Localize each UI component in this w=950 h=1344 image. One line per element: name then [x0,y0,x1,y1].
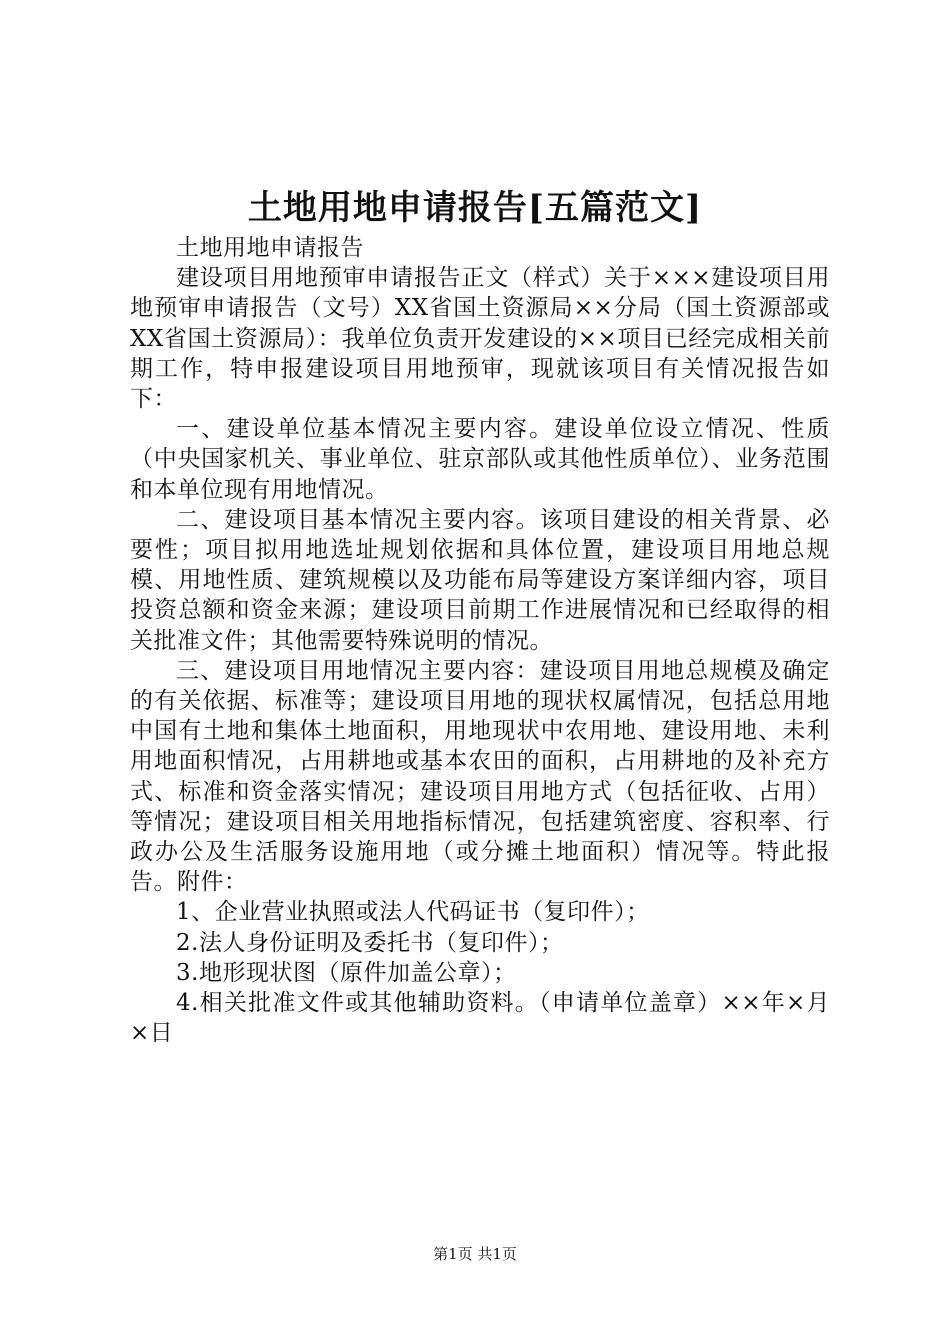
paragraph-section-3: 三、建设项目用地情况主要内容：建设项目用地总规模及确定的有关依据、标准等；建设项目用地的现状权属情况，包括总用地中国有土地和集体土地面积，用地现状中农用地、建设用地、未利用地面积情况，占用耕地或基本农田的面积，占用耕地的及补充方式、标准和资金落实情况；建设项目用地方式（包括征收、占用）等情况；建设项目相关用地指标情况，包括建筑密度、容积率、行政办公及生活服务设施用地（或分摊土地面积）情况等。特此报告。附件： [130,657,830,896]
document-subtitle: 土地用地申请报告 [176,235,364,261]
attachment-item-1: 1、企业营业执照或法人代码证书（复印件）； [176,899,650,926]
attachment-item-2: 2.法人身份证明及委托书（复印件）； [176,929,564,956]
page-footer [0,1244,950,1264]
document-body [130,233,830,1048]
attachment-item-4: 4.相关批准文件或其他辅助资料。（申请单位盖章）××年×月×日 [130,990,830,1047]
paragraph-section-1: 一、建设单位基本情况主要内容。建设单位设立情况、性质（中央国家机关、事业单位、驻京部队或其他性质单位）、业务范围和本单位现有用地情况。 [130,416,830,503]
page-total: 共1页 [477,1245,517,1263]
attachment-item-3: 3.地形现状图（原件加盖公章）； [176,959,517,986]
document-title: 土地用地申请报告[五篇范文] [247,188,703,228]
paragraph-intro: 建设项目用地预审申请报告正文（样式）关于×××建设项目用地预审申请报告（文号）XX省国土资源局××分局（国土资源部或XX省国土资源局）：我单位负责开发建设的××项目已经完成相关前期工作，特申报建设项目用地预审，现就该项目有关情况报告如下： [130,265,830,413]
paragraph-section-2: 二、建设项目基本情况主要内容。该项目建设的相关背景、必要性；项目拟用地选址规划依据和具体位置，建设项目用地总规模、用地性质、建筑规模以及功能布局等建设方案详细内容，项目投资总额和资金来源；建设项目前期工作进展情况和已经取得的相关批准文件；其他需要特殊说明的情况。 [130,506,830,654]
page-number: 第1页 [433,1245,473,1263]
